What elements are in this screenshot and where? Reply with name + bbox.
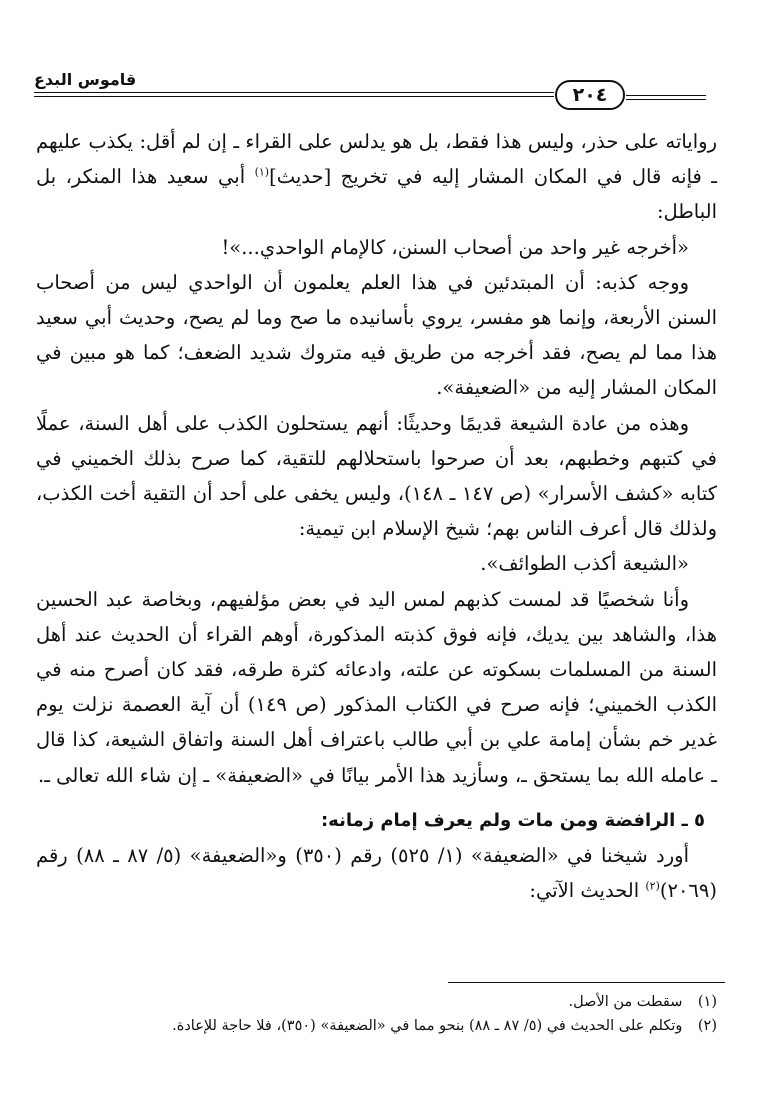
running-title: قاموس البدع bbox=[34, 70, 137, 89]
footnotes bbox=[36, 990, 717, 1038]
section-heading: ٥ ـ الرافضة ومن مات ولم يعرف إمام زمانه: bbox=[320, 809, 705, 831]
paragraph: وهذه من عادة الشيعة قديمًا وحديثًا: أنهم يستحلون الكذب على أهل السنة، عملًا في كتبهم وخطبهم، بعد أن صرحوا باستحلالهم للتقية، كما صرح بذلك الخميني في كتابه «كشف الأسرار» (ص ١٤٧ ـ ١٤٨)، وليس يخفى على أحد أن التقية أخت الكذب، ولذلك قال أعرف الناس بهم؛ شيخ الإسلام ابن تيمية: bbox=[36, 411, 717, 541]
paragraph-text: الحديث الآتي: bbox=[529, 879, 646, 903]
footnote-number: (١) bbox=[697, 994, 717, 1010]
page-number: ٢٠٤ bbox=[555, 80, 625, 110]
quotation: «الشيعة أكذب الطوائف». bbox=[480, 552, 689, 576]
footnote-separator bbox=[448, 982, 725, 983]
paragraph bbox=[36, 838, 717, 908]
footnote-ref: (١) bbox=[254, 165, 270, 179]
footnote-number: (٢) bbox=[697, 1018, 717, 1034]
header-rule-thin bbox=[34, 96, 554, 97]
paragraph: ووجه كذبه: أن المبتدئين في هذا العلم يعلمون أن الواحدي ليس من أصحاب السنن الأربعة، وإنما هو مفسر، يروي بأسانيده ما صح وما لم يصح، وحديث أبي سعيد هذا مما لم يصح، فقد أخرجه من طريق فيه متروك شديد الضعف؛ كما هو مبين في المكان المشار إليه من «الضعيفة». bbox=[36, 270, 717, 400]
footnote-ref: (٢) bbox=[645, 879, 660, 893]
paragraph: وأنا شخصيًا قد لمست كذبهم لمس اليد في بعض مؤلفيهم، وبخاصة عبد الحسين هذا، والشاهد بين يديك، فإنه فوق كذبته المذكورة، أوهم القراء أن الحديث عند أهل السنة من المسلمات بسكوته عن علته، وادعائه كثرة طرقه، فقد كان أصرح منه في الكذب الخميني؛ فإنه صرح في الكتاب المذكور (ص ١٤٩) أن آية العصمة نزلت يوم غدير خم بشأن إمامة علي بن أبي طالب باعتراف أهل السنة واتفاق الشيعة، كذا قال ـ عامله الله بما يستحق ـ، وسأزيد هذا الأمر بيانًا في «الضعيفة» ـ إن شاء الله تعالى ـ. bbox=[36, 587, 717, 787]
quotation: «أخرجه غير واحد من أصحاب السنن، كالإمام الواحدي...»! bbox=[221, 235, 689, 259]
header-rule-right-thin bbox=[626, 99, 706, 100]
paragraph bbox=[36, 124, 717, 230]
body-text bbox=[36, 124, 717, 908]
footnote bbox=[36, 990, 717, 1014]
header-rule bbox=[34, 92, 554, 93]
footnote bbox=[36, 1014, 717, 1038]
paragraph-text: أبي سعيد هذا المنكر، بل الباطل: bbox=[36, 165, 717, 224]
paragraph-text: أورد شيخنا في «الضعيفة» (١/ ٥٢٥) رقم (٣٥٠) و«الضعيفة» (٥/ ٨٧ ـ ٨٨) رقم (٢٠٦٩) bbox=[36, 844, 717, 903]
footnote-text: وتكلم على الحديث في (٥/ ٨٧ ـ ٨٨) بنحو مما في «الضعيفة» (٣٥٠)، فلا حاجة للإعادة. bbox=[172, 1018, 683, 1034]
header-rule-right bbox=[626, 95, 706, 96]
paragraph-text: رواياته على حذر، وليس هذا فقط، بل هو يدلس على القراء ـ إن لم أقل: يكذب عليهم ـ فإنه قال في المكان المشار إليه في تخريج [حديث] bbox=[36, 130, 717, 189]
footnote-text: سقطت من الأصل. bbox=[568, 994, 683, 1010]
